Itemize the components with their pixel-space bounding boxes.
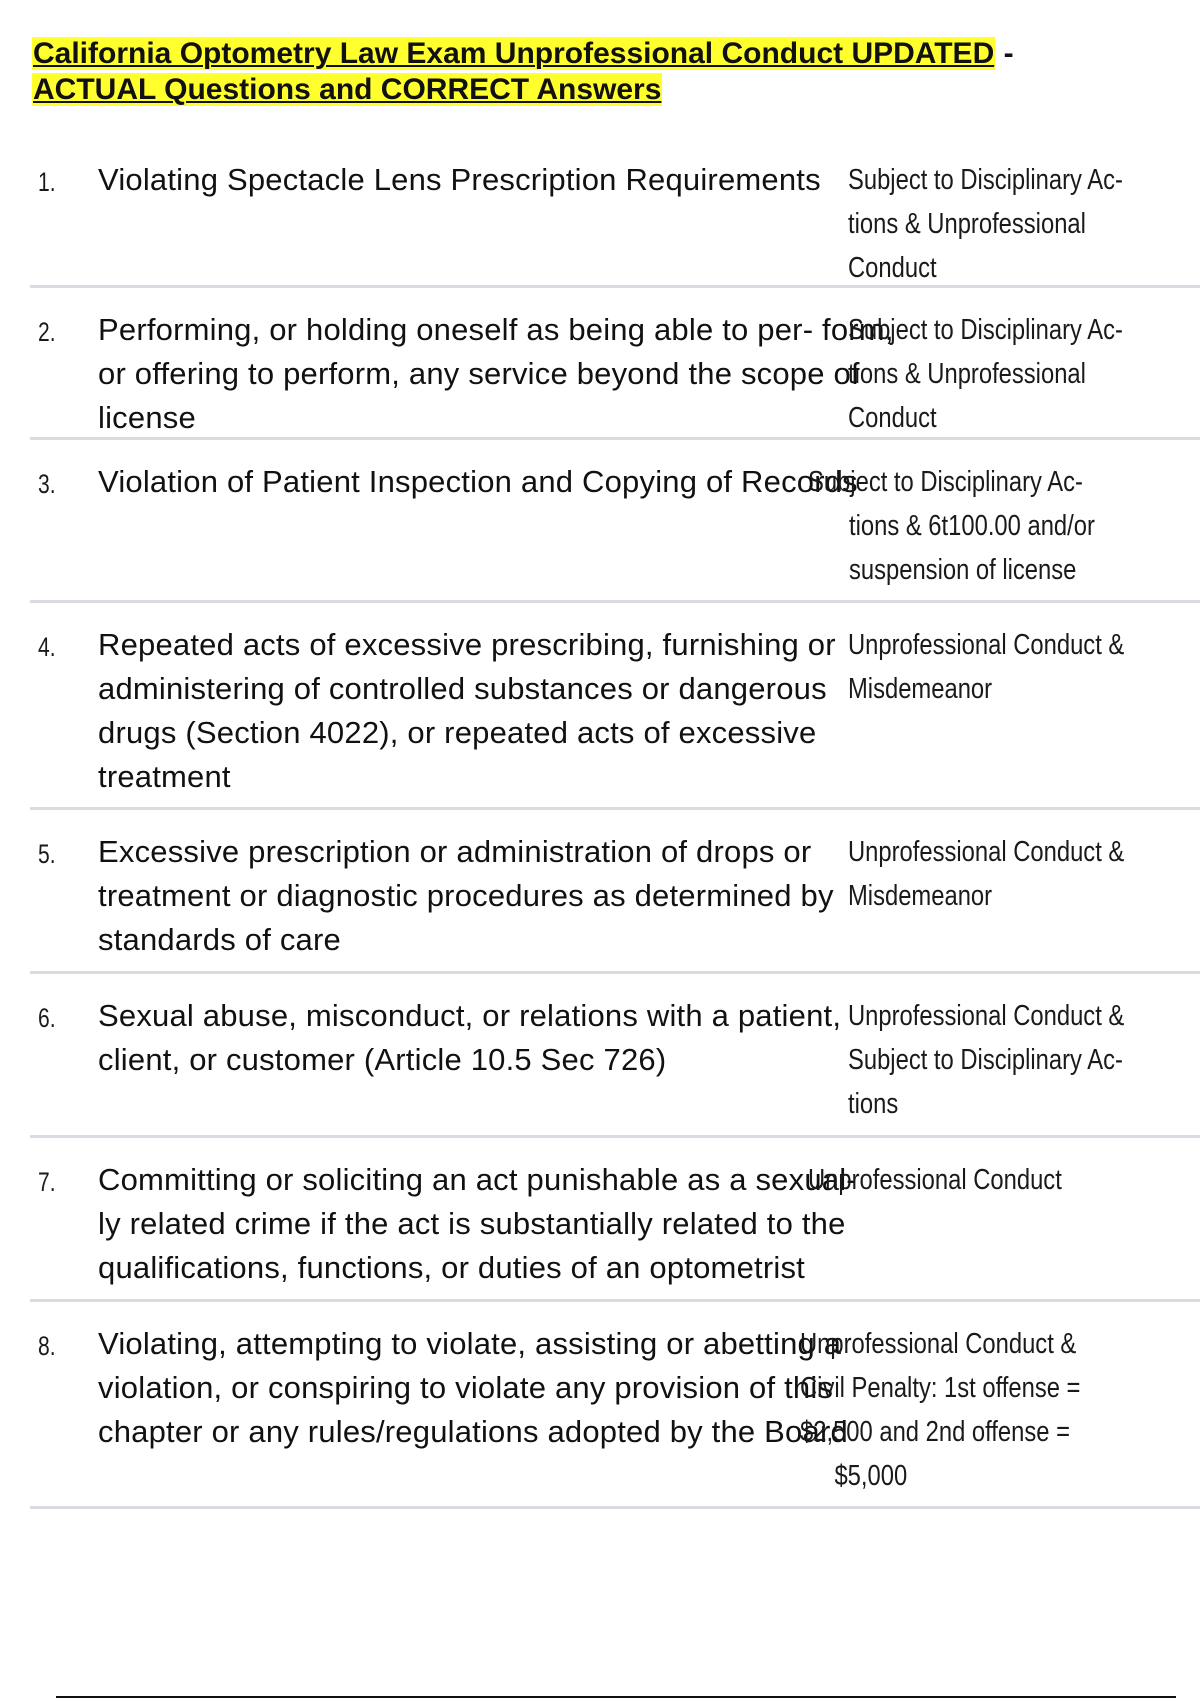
card-definition	[848, 623, 1124, 711]
card-term: Sexual abuse, misconduct, or relations with a patient, client, or customer (Article 10.5 Sec 726)	[98, 998, 842, 1077]
card-term: Repeated acts of excessive prescribing, furnishing or administering of controlled substances or dangerous drugs (Section 4022), or repeated acts of excessive treatment	[98, 627, 836, 794]
flashcard	[30, 288, 1200, 440]
definition-line: Unprofessional Conduct	[808, 1164, 1062, 1196]
definition-line: Subject to Disciplinary Ac-	[848, 164, 1123, 196]
card-term: Performing, or holding oneself as being able to per- form, or offering to perform, any service beyond the scope of license	[98, 312, 894, 435]
card-number: 8.	[38, 1331, 56, 1361]
definition-line: Misdemeanor	[848, 880, 993, 912]
definition-line: Conduct	[848, 402, 937, 434]
definition-line: Civil Penalty: 1st offense =	[800, 1372, 1081, 1404]
definition-line: $5,000	[834, 1460, 908, 1492]
footer-rule	[56, 1696, 1176, 1698]
definition-line: tions & Unprofessional	[848, 358, 1086, 390]
card-definition	[808, 1158, 1062, 1202]
card-term: Violating Spectacle Lens Prescription Requirements	[98, 162, 821, 197]
title-line-2: ACTUAL Questions and CORRECT Answers	[33, 73, 662, 106]
flashcard	[30, 1302, 1200, 1509]
definition-line: Conduct	[848, 252, 937, 284]
flashcard	[30, 603, 1200, 810]
definition-line: tions & 6t100.00 and/or	[849, 510, 1095, 542]
definition-line: Unprofessional Conduct &	[848, 1000, 1125, 1032]
definition-line: tions	[848, 1088, 899, 1120]
document-title	[32, 36, 1152, 108]
definition-line: Subject to Disciplinary Ac-	[848, 1044, 1123, 1076]
card-definition	[848, 158, 1123, 290]
card-definition	[848, 308, 1123, 440]
card-definition	[808, 460, 1095, 592]
definition-line: $2,500 and 2nd offense =	[800, 1416, 1070, 1448]
card-number: 7.	[38, 1167, 56, 1197]
definition-line: Subject to Disciplinary Ac-	[848, 314, 1123, 346]
card-number: 3.	[38, 469, 56, 499]
card-term: Committing or soliciting an act punishable as a sexual- ly related crime if the act is substantially related to the qualifications, functions, or duties of an optometrist	[98, 1162, 857, 1285]
card-number: 1.	[38, 167, 56, 197]
flashcard	[30, 1138, 1200, 1302]
card-definition	[800, 1322, 1080, 1498]
flashcard	[30, 810, 1200, 974]
card-definition	[848, 994, 1124, 1126]
title-line-1: California Optometry Law Exam Unprofessional Conduct UPDATED	[33, 37, 995, 70]
definition-line: suspension of license	[849, 554, 1077, 586]
definition-line: Misdemeanor	[848, 673, 993, 705]
definition-line: Unprofessional Conduct &	[848, 836, 1125, 868]
card-term: Violating, attempting to violate, assisting or abetting a violation, or conspiring to violate any provision of this chapter or any rules/regulations adopted by the Board	[98, 1326, 848, 1449]
flashcard	[30, 440, 1200, 603]
card-definition	[848, 830, 1124, 918]
card-number: 6.	[38, 1003, 56, 1033]
flashcard	[30, 974, 1200, 1138]
card-number: 5.	[38, 839, 56, 869]
card-term: Violation of Patient Inspection and Copying of Records	[98, 464, 858, 499]
definition-line: tions & Unprofessional	[848, 208, 1086, 240]
card-term: Excessive prescription or administration of drops or treatment or diagnostic procedures as determined by standards of care	[98, 834, 834, 957]
definition-line: Unprofessional Conduct &	[848, 629, 1125, 661]
title-dash: -	[1003, 37, 1014, 70]
flashcard	[30, 138, 1200, 288]
card-number: 2.	[38, 317, 56, 347]
flashcard-list	[30, 138, 1200, 1509]
definition-line: Subject to Disciplinary Ac-	[808, 466, 1083, 498]
card-number: 4.	[38, 632, 56, 662]
definition-line: Unprofessional Conduct &	[800, 1328, 1077, 1360]
